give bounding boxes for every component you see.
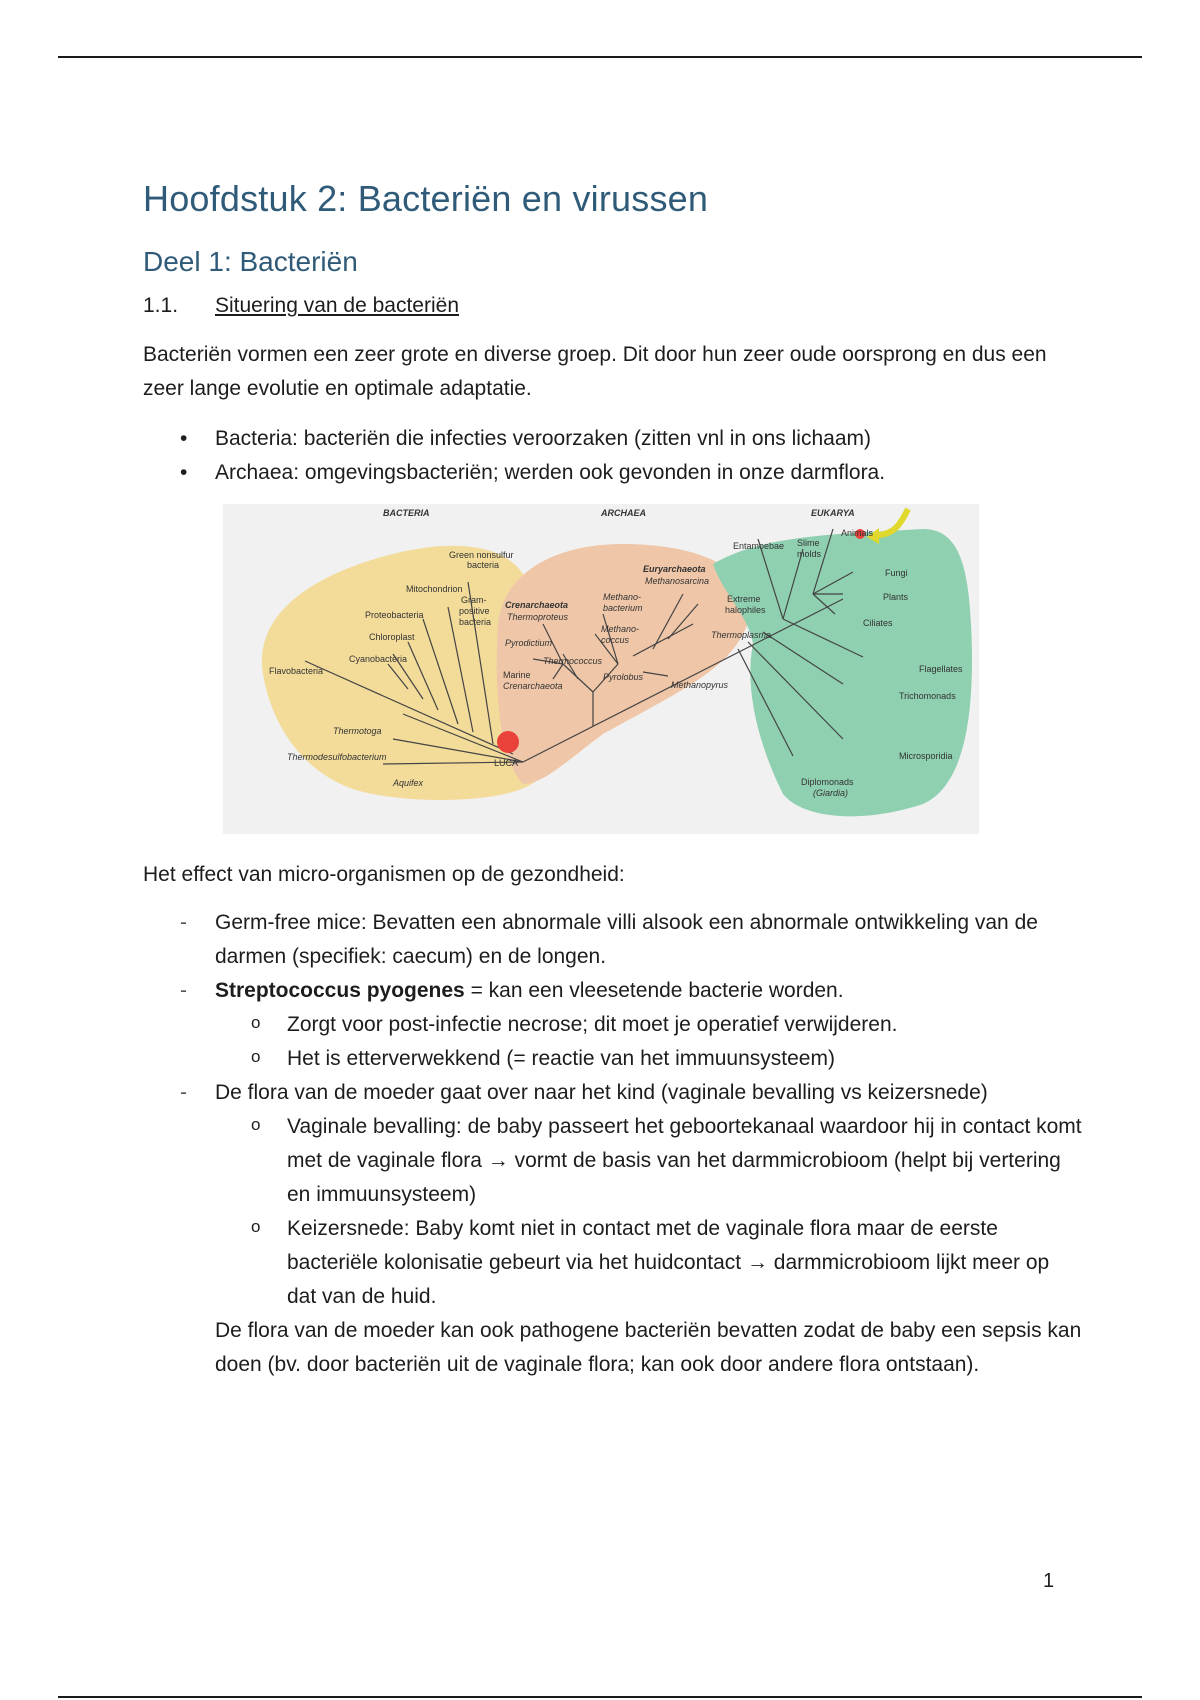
tree-label: Flagellates bbox=[919, 664, 963, 674]
luca-dot bbox=[497, 731, 519, 753]
tree-label: Plants bbox=[883, 592, 909, 602]
section-title: Situering van de bacteriën bbox=[215, 294, 459, 317]
tree-label: Thermoproteus bbox=[507, 612, 569, 622]
tree-label: Marine bbox=[503, 670, 531, 680]
page-content bbox=[143, 178, 1083, 1382]
page-number: 1 bbox=[1043, 1570, 1055, 1592]
tree-label: Fungi bbox=[885, 568, 908, 578]
domain-list bbox=[143, 422, 1083, 490]
tree-label: Euryarchaeota bbox=[643, 564, 706, 574]
tree-label: Pyrolobus bbox=[603, 672, 644, 682]
part-heading: Deel 1: Bacteriën bbox=[143, 246, 358, 277]
tree-label: Mitochondrion bbox=[406, 584, 463, 594]
tree-label: Thermoplasma bbox=[711, 630, 772, 640]
tree-label: Gram- bbox=[461, 595, 487, 605]
tree-label: Chloroplast bbox=[369, 632, 415, 642]
tree-label: Flavobacteria bbox=[269, 666, 324, 676]
sub-list-item: o Zorgt voor post-infectie necrose; dit moet je operatief verwijderen. bbox=[215, 1008, 1083, 1042]
tree-label: Green nonsulfur bbox=[449, 550, 514, 560]
tree-label: Methanopyrus bbox=[671, 680, 729, 690]
header-rule bbox=[58, 56, 1142, 58]
effect-heading: Het effect van micro-organismen op de gezondheid: bbox=[143, 863, 625, 886]
list-item bbox=[143, 974, 1083, 1076]
tree-label: Thermococcus bbox=[543, 656, 603, 666]
footer-rule bbox=[58, 1696, 1142, 1698]
chapter-title: Hoofdstuk 2: Bacteriën en virussen bbox=[143, 178, 709, 219]
tree-label: Thermotoga bbox=[333, 726, 382, 736]
tree-label: Trichomonads bbox=[899, 691, 956, 701]
tree-label: Cyanobacteria bbox=[349, 654, 408, 664]
closing-paragraph: De flora van de moeder kan ook pathogene bacteriën bevatten zodat de baby een sepsis kan doen (bv. door bacteriën uit de vaginale flora; kan ook door andere flora ontstaan). bbox=[215, 1319, 1082, 1376]
list-item: • Bacteria: bacteriën die infecties veroorzaken (zitten vnl in ons lichaam) bbox=[143, 422, 1083, 456]
sub-list bbox=[215, 1110, 1083, 1314]
sub-list-item: o Keizersnede: Baby komt niet in contact met de vaginale flora maar de eerste bacteriële kolonisatie gebeurt via het huidcontact → darmmicrobioom lijkt meer op dat van de huid. bbox=[215, 1212, 1083, 1314]
tree-label: bacteria bbox=[459, 617, 492, 627]
list-item-text: De flora van de moeder gaat over naar het kind (vaginale bevalling vs keizersnede) bbox=[215, 1081, 988, 1104]
effects-list bbox=[143, 906, 1083, 1314]
tree-label: (Giardia) bbox=[813, 788, 849, 798]
tree-label: Methano- bbox=[603, 592, 642, 602]
eukarya-header: EUKARYA bbox=[811, 508, 855, 518]
tree-label: Proteobacteria bbox=[365, 610, 424, 620]
tree-label: Crenarchaeota bbox=[503, 681, 563, 691]
tree-label: bacterium bbox=[603, 603, 643, 613]
phylogenetic-tree-svg bbox=[223, 504, 979, 834]
section-heading bbox=[143, 294, 1083, 318]
bold-term: Streptococcus pyogenes bbox=[215, 979, 465, 1002]
tree-label: molds bbox=[797, 549, 822, 559]
section-number: 1.1. bbox=[143, 294, 179, 317]
tree-label: Thermodesulfobacterium bbox=[287, 752, 387, 762]
tree-label: Ciliates bbox=[863, 618, 893, 628]
tree-label: Extreme bbox=[727, 594, 761, 604]
sub-list-item: o Het is etterverwekkend (= reactie van het immuunsysteem) bbox=[215, 1042, 1083, 1076]
list-item: • Archaea: omgevingsbacteriën; werden ook gevonden in onze darmflora. bbox=[143, 456, 1083, 490]
tree-label: Entamoebae bbox=[733, 541, 785, 551]
phylogenetic-tree-figure bbox=[223, 504, 979, 834]
tree-label: Animals bbox=[841, 528, 874, 538]
tree-label: Methano- bbox=[601, 624, 640, 634]
tree-label: Crenarchaeota bbox=[505, 600, 569, 610]
tree-label: halophiles bbox=[725, 605, 766, 615]
tree-label: coccus bbox=[601, 635, 630, 645]
tree-label: Methanosarcina bbox=[645, 576, 710, 586]
tree-label: Diplomonads bbox=[801, 777, 854, 787]
tree-label: Pyrodictium bbox=[505, 638, 553, 648]
list-item: - Germ-free mice: Bevatten een abnormale villi alsook een abnormale ontwikkeling van de darmen (specifiek: caecum) en de longen. bbox=[143, 906, 1083, 974]
sub-list bbox=[215, 1008, 1083, 1076]
tree-label: positive bbox=[459, 606, 490, 616]
sub-list-item: o Vaginale bevalling: de baby passeert het geboortekanaal waardoor hij in contact komt met de vaginale flora → vormt de basis van het darmmicrobioom (helpt bij vertering en immuunsysteem) bbox=[215, 1110, 1083, 1212]
tree-label: bacteria bbox=[467, 560, 500, 570]
tree-label: Microsporidia bbox=[899, 751, 953, 761]
bacteria-header: BACTERIA bbox=[383, 508, 430, 518]
tree-label: Slime bbox=[797, 538, 820, 548]
intro-paragraph: Bacteriën vormen een zeer grote en diverse groep. Dit door hun zeer oude oorsprong en dus een zeer lange evolutie en optimale adaptatie. bbox=[143, 343, 1047, 400]
term-description: = kan een vleesetende bacterie worden. bbox=[464, 979, 844, 1002]
list-item bbox=[143, 1076, 1083, 1314]
luca-label: LUCA bbox=[494, 758, 519, 768]
tree-label: Aquifex bbox=[393, 778, 424, 788]
archaea-header: ARCHAEA bbox=[601, 508, 646, 518]
